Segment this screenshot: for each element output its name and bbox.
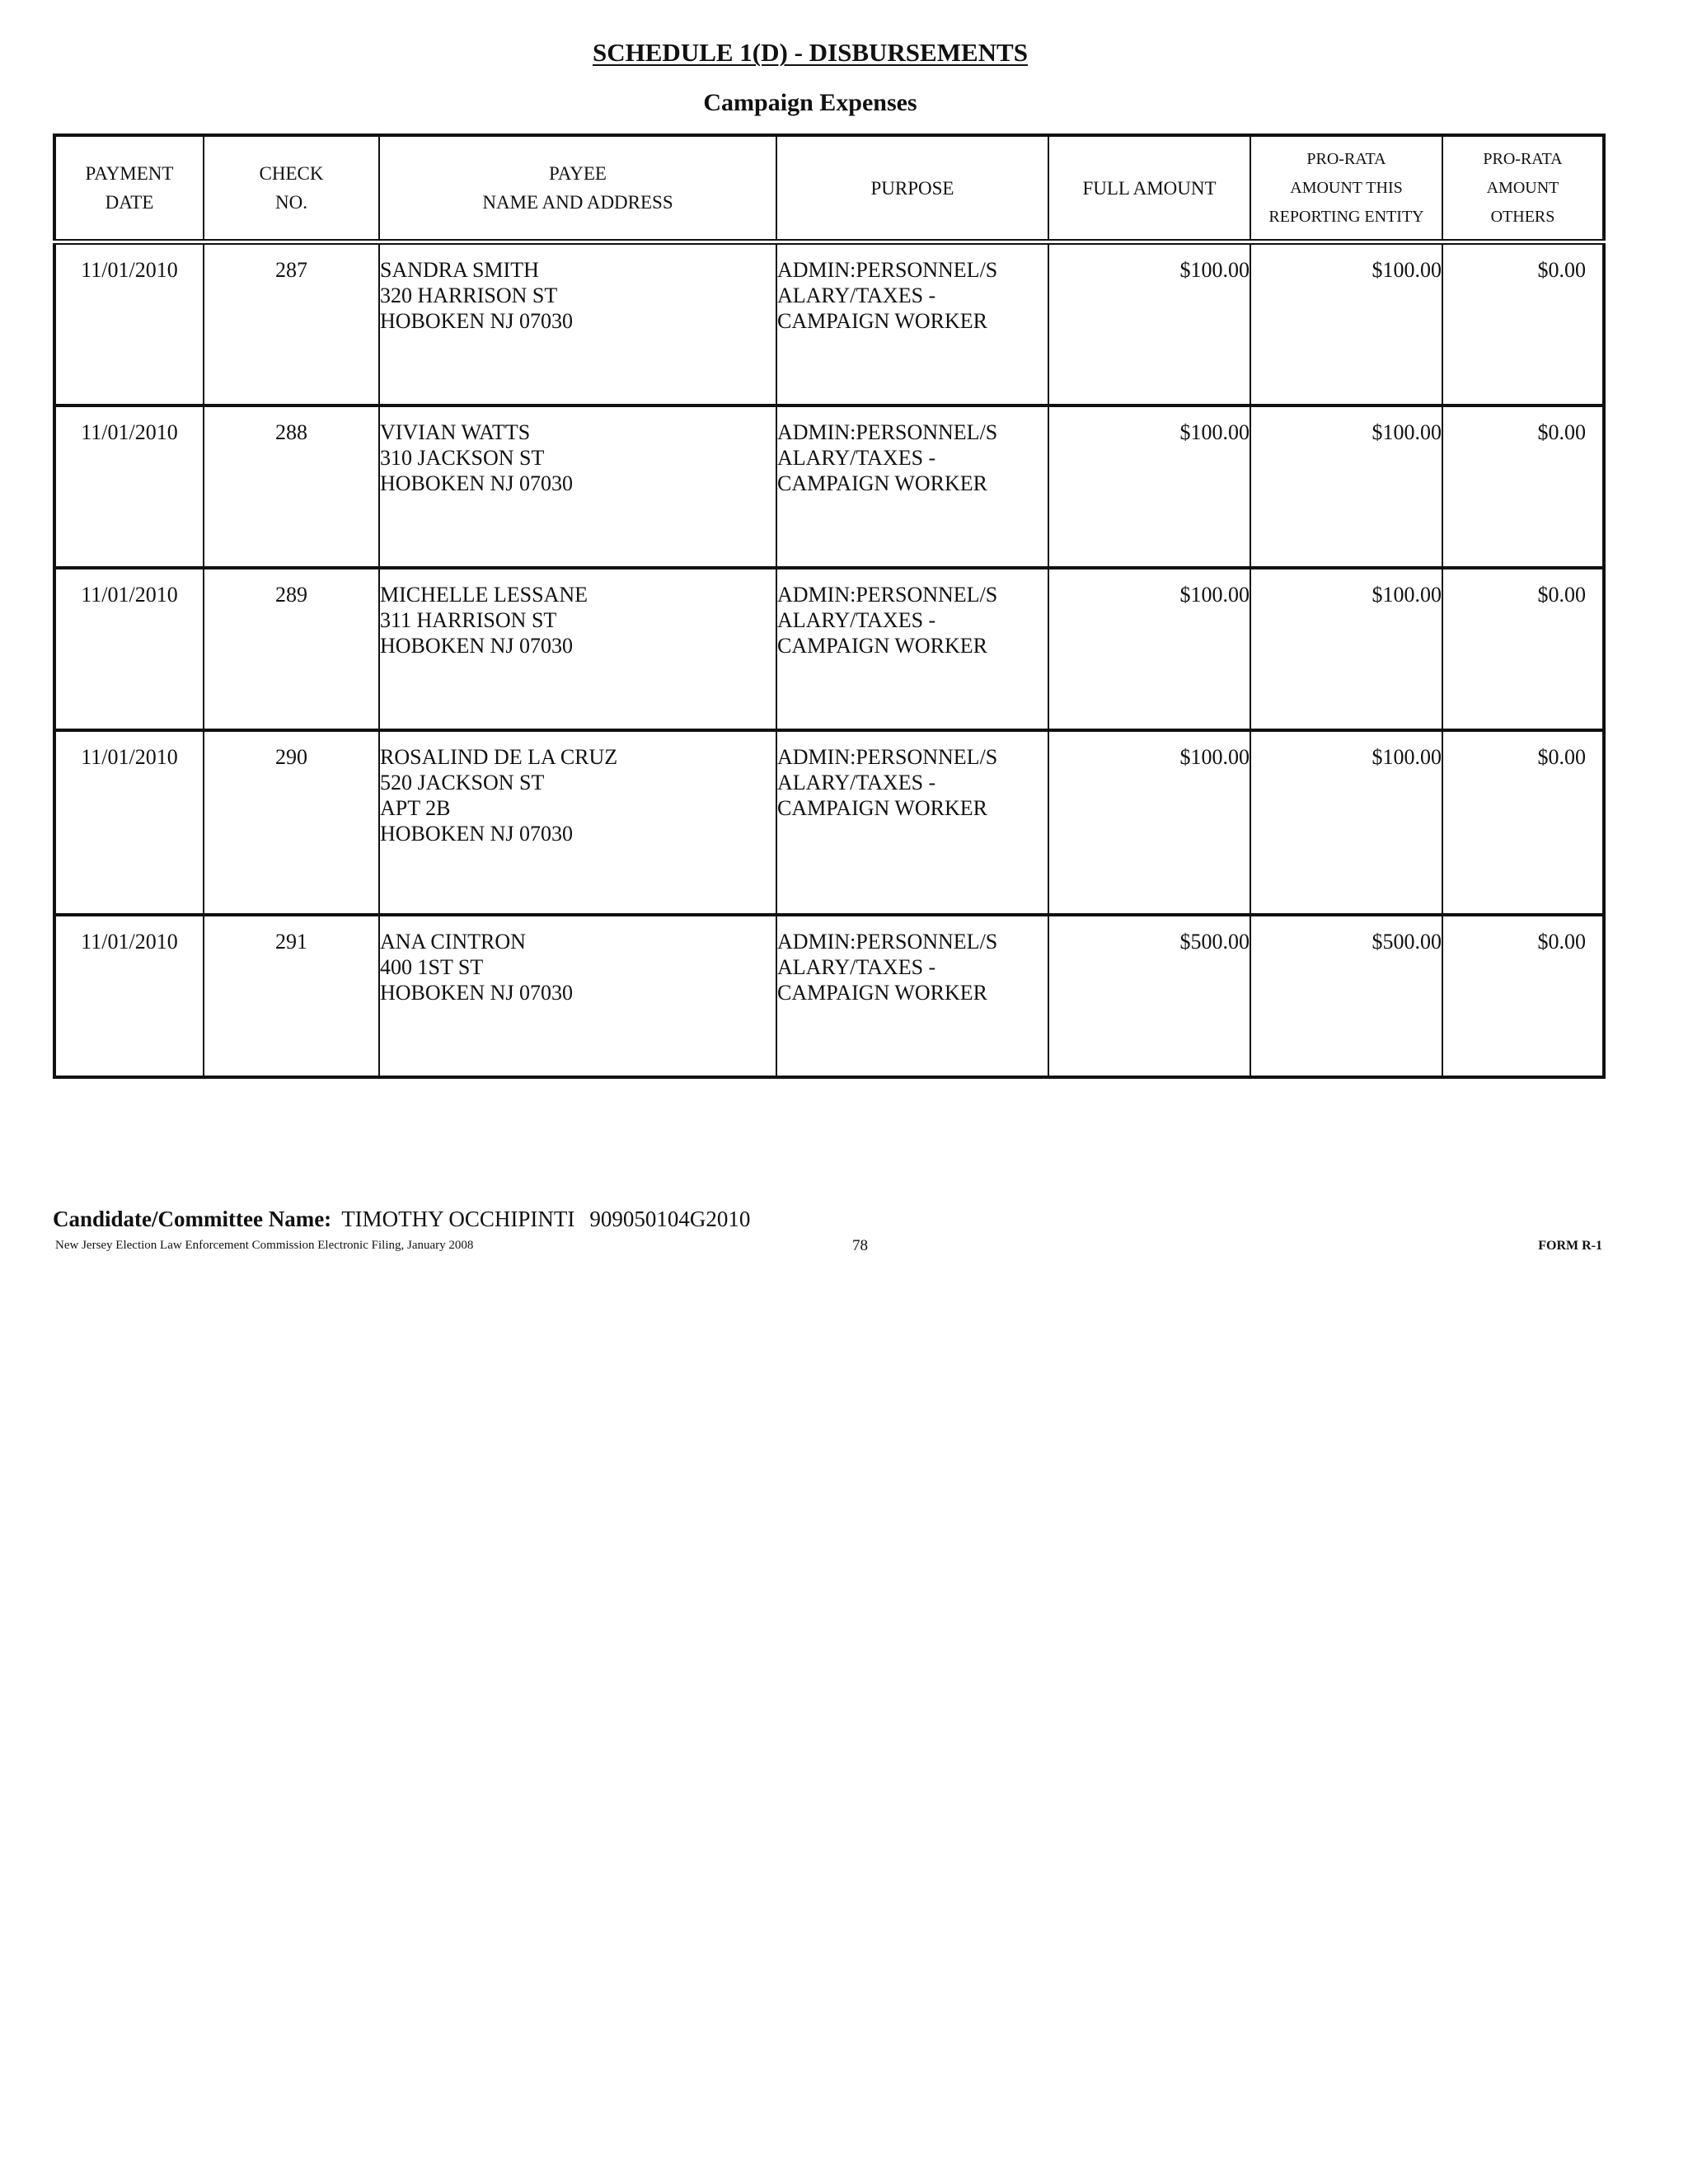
committee-id: 909050104G2010 [589,1207,751,1231]
prorata-others-cell: $0.00 [1442,730,1604,915]
payment-date-cell: 11/01/2010 [54,242,204,406]
header-check-no [204,135,379,242]
purpose-line: ADMIN:PERSONNEL/S [777,258,998,282]
payment-date-cell: 11/01/2010 [54,730,204,915]
prorata-entity-cell: $100.00 [1250,405,1442,568]
purpose-line: ADMIN:PERSONNEL/S [777,583,998,607]
payee-address-line: 520 JACKSON ST [380,771,545,794]
prorata-others-cell: $0.00 [1442,242,1604,406]
purpose-line: ADMIN:PERSONNEL/S [777,420,998,444]
prorata-others-cell: $0.00 [1442,568,1604,730]
payee-address-line: HOBOKEN NJ 07030 [380,822,573,846]
header-payee-line: PAYEE [549,163,607,184]
header-prorata-others-line: PRO-RATA [1483,149,1563,168]
payee-name: ROSALIND DE LA CRUZ [380,745,618,769]
purpose-line: ADMIN:PERSONNEL/S [777,745,998,769]
purpose-cell [776,568,1048,730]
payee-name: MICHELLE LESSANE [380,583,588,607]
payment-date-cell: 11/01/2010 [54,568,204,730]
table-row [54,405,1604,568]
purpose-line: ALARY/TAXES - [777,955,936,979]
payee-cell [379,730,776,915]
header-prorata-entity [1250,135,1442,242]
table-header-row [54,135,1604,242]
check-number-cell: 291 [204,915,379,1077]
payee-cell [379,242,776,406]
payee-name: SANDRA SMITH [380,258,539,282]
disbursements-table [53,134,1606,1079]
payee-address-line: HOBOKEN NJ 07030 [380,634,573,658]
page-footer [55,1239,1602,1257]
payee-address-line: HOBOKEN NJ 07030 [380,981,573,1005]
header-check-no-line: CHECK [259,163,324,184]
full-amount-cell: $100.00 [1048,405,1250,568]
header-purpose [776,135,1048,242]
payee-address-line: 400 1ST ST [380,955,484,979]
header-prorata-others-line: OTHERS [1490,207,1555,226]
prorata-others-cell: $0.00 [1442,405,1604,568]
purpose-line: ALARY/TAXES - [777,608,936,632]
payee-name: ANA CINTRON [380,930,526,954]
payee-name: VIVIAN WATTS [380,420,531,444]
header-prorata-entity-line: REPORTING ENTITY [1268,207,1424,226]
purpose-line: CAMPAIGN WORKER [777,471,987,495]
check-number-cell: 290 [204,730,379,915]
header-purpose-line: PURPOSE [870,177,954,199]
header-full-amount-line: FULL AMOUNT [1082,177,1217,199]
page-number: 78 [852,1237,868,1254]
purpose-line: ALARY/TAXES - [777,284,936,307]
full-amount-cell: $100.00 [1048,568,1250,730]
candidate-committee-value: TIMOTHY OCCHIPINTI [341,1207,575,1231]
payee-address-line: HOBOKEN NJ 07030 [380,471,573,495]
purpose-line: ALARY/TAXES - [777,771,936,794]
prorata-entity-cell: $100.00 [1250,568,1442,730]
table-row [54,915,1604,1077]
full-amount-cell: $100.00 [1048,730,1250,915]
header-prorata-others-line: AMOUNT [1486,178,1559,197]
table-row [54,242,1604,406]
purpose-line: CAMPAIGN WORKER [777,981,987,1005]
purpose-line: ALARY/TAXES - [777,446,936,470]
full-amount-cell: $100.00 [1048,242,1250,406]
schedule-title: SCHEDULE 1(D) - DISBURSEMENTS [593,38,1028,67]
payee-cell [379,915,776,1077]
prorata-entity-cell: $500.00 [1250,915,1442,1077]
check-number-cell: 287 [204,242,379,406]
purpose-line: CAMPAIGN WORKER [777,309,987,333]
header-payment-date-line: PAYMENT [85,163,174,184]
header-full-amount [1048,135,1250,242]
candidate-committee-name [53,1207,750,1232]
table-row [54,730,1604,915]
purpose-cell [776,730,1048,915]
prorata-entity-cell: $100.00 [1250,730,1442,915]
commission-note: New Jersey Election Law Enforcement Commission Electronic Filing, January 2008 [55,1239,474,1252]
payee-address-line: APT 2B [380,796,451,820]
payee-address-line: 311 HARRISON ST [380,608,557,632]
purpose-cell [776,915,1048,1077]
payee-address-line: 310 JACKSON ST [380,446,545,470]
payee-address-line: HOBOKEN NJ 07030 [380,309,573,333]
prorata-others-cell: $0.00 [1442,915,1604,1077]
header-prorata-entity-line: PRO-RATA [1306,149,1386,168]
purpose-cell [776,242,1048,406]
purpose-cell [776,405,1048,568]
payment-date-cell: 11/01/2010 [54,405,204,568]
payment-date-cell: 11/01/2010 [54,915,204,1077]
header-check-no-line: NO. [275,192,307,213]
check-number-cell: 288 [204,405,379,568]
header-prorata-others [1442,135,1604,242]
purpose-line: ADMIN:PERSONNEL/S [777,930,998,954]
header-payment-date-line: DATE [105,192,154,213]
purpose-line: CAMPAIGN WORKER [777,634,987,658]
payee-cell [379,568,776,730]
full-amount-cell: $500.00 [1048,915,1250,1077]
table-row [54,568,1604,730]
header-payment-date [54,135,204,242]
payee-cell [379,405,776,568]
header-payee-line: NAME AND ADDRESS [482,192,673,213]
header-payee [379,135,776,242]
candidate-committee-label: Candidate/Committee Name: [53,1207,332,1231]
form-label: FORM R-1 [1538,1239,1602,1253]
payee-address-line: 320 HARRISON ST [380,284,558,307]
check-number-cell: 289 [204,568,379,730]
purpose-line: CAMPAIGN WORKER [777,796,987,820]
schedule-subtitle: Campaign Expenses [703,89,917,116]
prorata-entity-cell: $100.00 [1250,242,1442,406]
header-prorata-entity-line: AMOUNT THIS [1290,178,1403,197]
